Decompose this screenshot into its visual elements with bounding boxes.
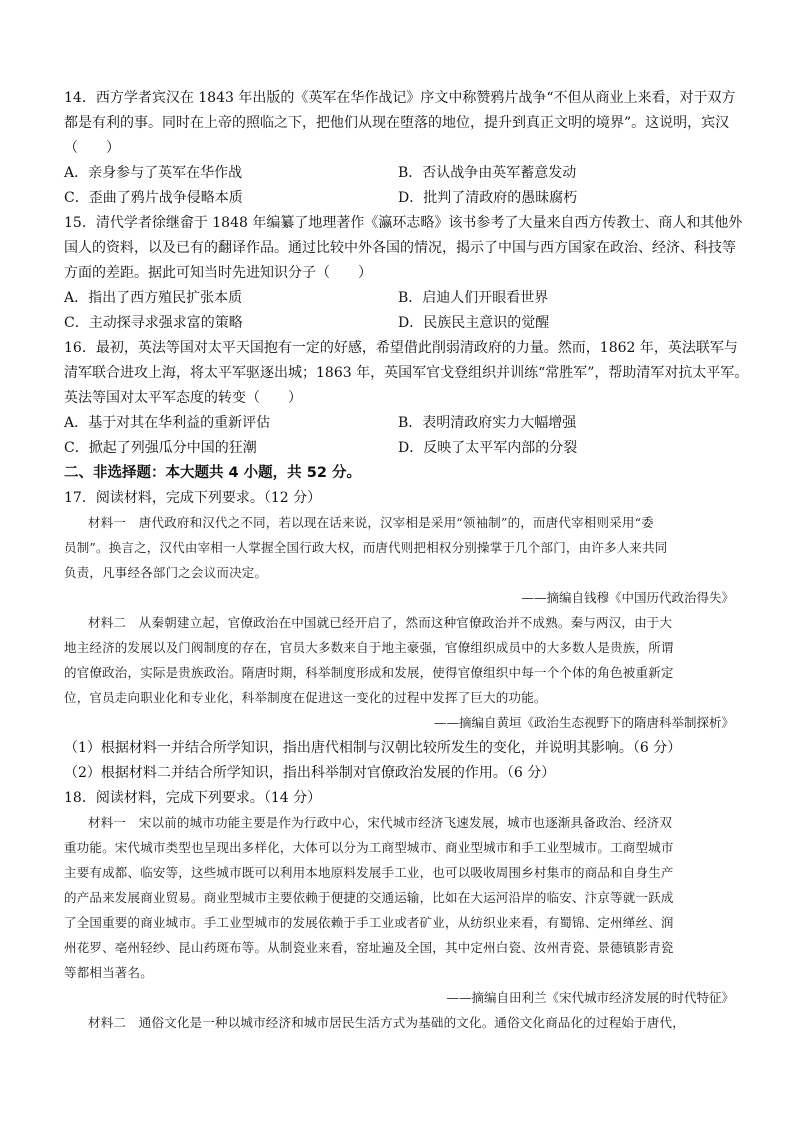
q18-material1-line2: 重功能。宋代城市类型也呈现出多样化，大体可以分为工商型城市、商业型城市和手工业型城市。工商型城市 <box>64 840 674 855</box>
q14-stem-line2: 都是有利的事。同时在上帝的照临之下，把他们从现在堕落的地位，提升到真正文明的境界”。这说明，宾汉 <box>64 115 730 131</box>
q16-option-d: D．反映了太平军内部的分裂 <box>398 440 578 456</box>
q15-option-a: A．指出了西方殖民扩张本质 <box>64 290 243 306</box>
q15-option-d: D．民族民主意识的觉醒 <box>398 315 550 331</box>
q14-answer-blank: （ ） <box>64 140 120 156</box>
section-heading: 二、非选择题：本大题共 4 小题，共 52 分。 <box>64 465 361 481</box>
q15-stem-line1: 15．清代学者徐继畲于 1848 年编纂了地理著作《瀛环志略》该书参考了大量来自西方传教士、商人和其他外 <box>64 215 743 231</box>
q16-stem-line2: 清军联合进攻上海，将太平军驱逐出城；1863 年，英国军官戈登组织并训练“常胜军”，帮助清军对抗太平军。 <box>64 365 749 381</box>
q16-option-c: C．掀起了列强瓜分中国的狂潮 <box>64 440 257 456</box>
q16-option-a: A．基于对其在华利益的重新评估 <box>64 415 271 431</box>
q16-stem-line3: 英法等国对太平军态度的转变（ ） <box>64 390 302 406</box>
q18-material2-line1: 材料二 通俗文化是一种以城市经济和城市居民生活方式为基础的文化。通俗文化商品化的过程始于唐代， <box>88 1015 685 1030</box>
q17-material1-line3: 负责，凡事经各部门之会议而决定。 <box>64 565 268 580</box>
q17-material2-line3: 的官僚政治，实际是贵族政治。隋唐时期，科举制度形成和发展，使得官僚组织中每一个个体的角色被重新定 <box>64 665 674 680</box>
q17-material2-line4: 位，官员走向职业化和专业化，科举制度在促进这一变化的过程中发挥了巨大的功能。 <box>64 690 547 705</box>
q18-material1-line6: 州花罗、亳州轻纱、昆山药斑布等。从制瓷业来看，窑址遍及全国，其中定州白瓷、汝州青瓷、景德镇影青瓷 <box>64 940 674 955</box>
q18-material1-line4: 的产品来发展商业贸易。商业型城市主要依赖于便捷的交通运输，比如在大运河沿岸的临安、汴京等就一跃成 <box>64 890 674 905</box>
q18-material1-line5: 了全国重要的商业城市。手工业型城市的发展依赖于手工业或者矿业，从纺织业来看，有蜀锦、定州缂丝、润 <box>64 915 674 930</box>
q14-option-a: A．亲身参与了英军在华作战 <box>64 165 243 181</box>
q17-material2-line1: 材料二 从秦朝建立起，官僚政治在中国就已经开启了，然而这种官僚政治并不成熟。秦与两汉，由于大 <box>88 615 673 630</box>
q14-option-b: B．否认战争由英军蓄意发动 <box>398 165 577 181</box>
q15-stem-line3: 方面的差距。据此可知当时先进知识分子（ ） <box>64 265 372 281</box>
q16-option-b: B．表明清政府实力大幅增强 <box>398 415 577 431</box>
q14-option-c: C．歪曲了鸦片战争侵略本质 <box>64 190 243 206</box>
q17-material1-line1: 材料一 唐代政府和汉代之不同，若以现在话来说，汉宰相是采用“领袖制”的，而唐代宰相则采用“委 <box>88 515 654 530</box>
q15-option-c: C．主动探寻求强求富的策略 <box>64 315 243 331</box>
q14-option-d: D．批判了清政府的愚昧腐朽 <box>398 190 578 206</box>
q18-material1-line7: 等都相当著名。 <box>64 965 153 980</box>
q17-material1-source: ——摘编自钱穆《中国历代政治得失》 <box>521 590 734 605</box>
q17-material1-line2: 员制”。换言之，汉代由宰相一人掌握全国行政大权，而唐代则把相权分别操掌于几个部门，由许多人来共同 <box>64 540 668 555</box>
q17-title: 17．阅读材料，完成下列要求。（12 分） <box>64 490 322 506</box>
q18-material1-line1: 材料一 宋以前的城市功能主要是作为行政中心，宋代城市经济飞速发展，城市也逐渐具备政治、经济双 <box>88 815 673 830</box>
q18-title: 18．阅读材料，完成下列要求。（14 分） <box>64 790 322 806</box>
q15-stem-line2: 国人的资料，以及已有的翻译作品。通过比较中外各国的情况，揭示了中国与西方国家在政治、经济、科技等 <box>64 240 736 256</box>
q18-material1-source: ——摘编自田利兰《宋代城市经济发展的时代特征》 <box>446 990 734 1005</box>
q17-material2-line2: 地主经济的发展以及门阀制度的存在，官员大多数来自于地主豪强，官僚组织成员中的大多数人是贵族，所谓 <box>64 640 674 655</box>
q17-subquestion1: （1）根据材料一并结合所学知识，指出唐代相制与汉朝比较所发生的变化，并说明其影响。（6 分） <box>64 740 682 756</box>
q14-stem-line1: 14．西方学者宾汉在 1843 年出版的《英军在华作战记》序文中称赞鸦片战争“不但从商业上来看，对于双方 <box>64 90 736 106</box>
q17-subquestion2: （2）根据材料二并结合所学知识，指出科举制对官僚政治发展的作用。（6 分） <box>64 765 556 781</box>
q18-material1-line3: 主要有成都、临安等，这些城市既可以利用本地原料发展手工业，也可以吸收周围乡村集市的商品和自身生产 <box>64 865 674 880</box>
q16-stem-line1: 16．最初，英法等国对太平天国抱有一定的好感，希望借此削弱清政府的力量。然而，1862 年，英法联军与 <box>64 340 738 356</box>
q15-option-b: B．启迪人们开眼看世界 <box>398 290 549 306</box>
q17-material2-source: ——摘编自黄垣《政治生态视野下的隋唐科举制探析》 <box>433 715 734 730</box>
